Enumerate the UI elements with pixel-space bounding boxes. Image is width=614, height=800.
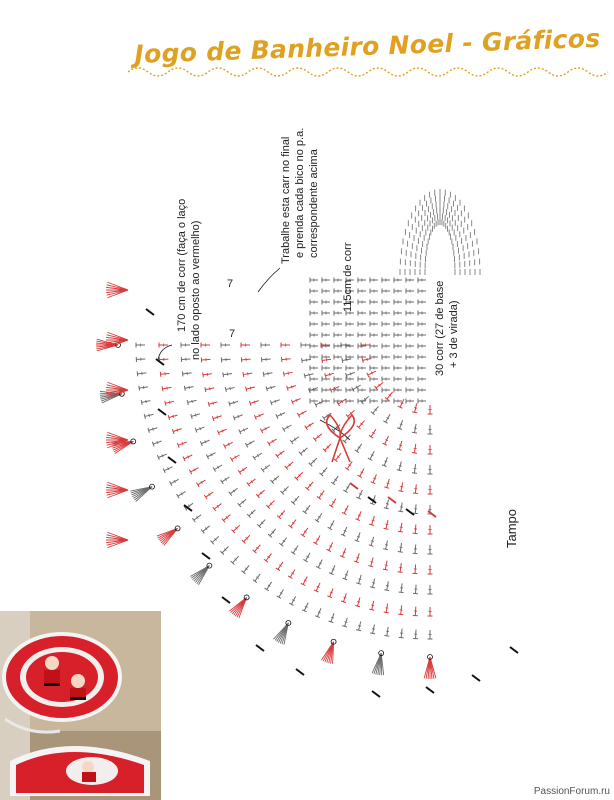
stitch (345, 574, 348, 575)
stitch (205, 440, 206, 443)
stitch (233, 401, 234, 404)
row-marker-red (388, 497, 396, 503)
row-marker (472, 675, 480, 681)
stitch (325, 373, 326, 378)
stitch (357, 601, 360, 602)
stitch (384, 461, 387, 462)
stitch (373, 478, 376, 479)
stitch (238, 470, 241, 474)
stitch (384, 508, 389, 509)
stitch (141, 400, 142, 405)
stitch (263, 372, 264, 377)
stitch (208, 402, 209, 407)
stitch (290, 440, 293, 444)
stitch (266, 386, 267, 391)
annotation-115cm: 115cm de corr (342, 242, 354, 312)
stitch (412, 453, 417, 454)
stitch (372, 520, 375, 521)
stitch (200, 427, 201, 430)
row-marker (296, 669, 304, 675)
stitch (246, 387, 247, 392)
stitch (222, 430, 223, 433)
stitch (343, 597, 346, 598)
stitch (383, 528, 388, 529)
stitch (372, 629, 375, 630)
stitch (356, 583, 361, 584)
stitch (355, 450, 359, 453)
stitch (302, 358, 303, 363)
bow-icon (327, 415, 355, 462)
row-marker (256, 645, 264, 651)
row-marker-red (350, 483, 358, 489)
stitch (412, 412, 417, 413)
row-marker (372, 691, 380, 697)
stitch (356, 557, 359, 558)
row-marker (406, 509, 414, 515)
stitch (384, 635, 389, 636)
stitch (414, 428, 417, 429)
stitch (139, 386, 140, 391)
stitch (223, 372, 224, 377)
stitch (385, 545, 388, 546)
stitch (229, 401, 230, 406)
stitch (203, 372, 204, 377)
stitch (387, 483, 390, 484)
annotation-trabalhe-line3: correspondente acima (308, 149, 320, 258)
stitch (370, 561, 373, 562)
chart-top-oval (400, 189, 480, 275)
stitch (384, 487, 389, 488)
stitch (385, 439, 388, 440)
stitch (162, 454, 163, 457)
stitch (238, 415, 239, 418)
stitch (250, 387, 251, 390)
stitch (192, 518, 195, 522)
stitch (322, 416, 325, 420)
stitch (331, 617, 334, 618)
stitch (149, 414, 150, 417)
stitch (287, 386, 288, 391)
annotation-30corr-line2: + 3 de virada) (448, 300, 460, 368)
annotation-170cm: 170 cm de corr (faça o laço (176, 198, 188, 332)
stitch (362, 358, 363, 363)
stitch (414, 408, 417, 409)
stitch (296, 399, 297, 402)
stitch (331, 482, 335, 485)
stitch (275, 400, 276, 403)
stitch (400, 424, 403, 425)
stitch (146, 400, 147, 403)
photo-illustration (0, 611, 161, 800)
stitch (367, 358, 368, 361)
stitch (370, 587, 375, 588)
stitch (162, 386, 163, 391)
stitch (243, 429, 244, 432)
stitch (184, 386, 185, 391)
stitch (309, 373, 310, 376)
stitch (347, 358, 348, 361)
chart-marks (146, 309, 518, 697)
stitch (343, 552, 346, 553)
stitch (315, 519, 319, 522)
stitch (383, 549, 388, 550)
stitch (355, 605, 360, 606)
stitch (225, 387, 226, 392)
row-number-7a: 7 (227, 278, 234, 290)
row-marker (202, 553, 210, 559)
stitch (205, 387, 206, 392)
stitch (283, 372, 284, 377)
stitch (399, 466, 402, 467)
chart-base-grid (310, 278, 426, 404)
stitch (368, 566, 373, 567)
stitch (372, 583, 375, 584)
stitch (358, 515, 361, 516)
stitch (357, 536, 360, 537)
stitch (397, 449, 402, 450)
stitch (144, 414, 145, 419)
stitch (386, 504, 389, 505)
stitch (345, 468, 349, 471)
stitch (384, 590, 389, 591)
bow-icon (327, 415, 355, 462)
stitch (195, 414, 196, 417)
stitch (344, 530, 347, 531)
leader-line (258, 268, 280, 292)
stitch (243, 372, 244, 377)
stitch (412, 473, 417, 474)
annotation-30corr-line1: 30 corr (27 de base (434, 280, 446, 376)
annotation-tampo: Tampo (504, 508, 519, 548)
stitch (383, 569, 388, 570)
row-marker (168, 457, 176, 463)
stitch (265, 588, 269, 591)
annotation-170cm-note: no lado oposto ao vermelho) (190, 220, 202, 360)
stitch (398, 552, 403, 553)
stitch (157, 441, 158, 444)
row-marker (222, 597, 230, 603)
stitch (221, 480, 224, 484)
stitch (342, 358, 343, 363)
stitch (399, 592, 404, 593)
stitch (210, 387, 211, 390)
stitch (160, 372, 161, 377)
stitch (230, 387, 231, 390)
stitch (358, 579, 361, 580)
stitch (332, 569, 335, 570)
stitch (288, 372, 289, 375)
stitch (301, 534, 305, 537)
stitch (192, 400, 193, 403)
stitch (254, 401, 255, 404)
stitch (291, 386, 292, 389)
stitch (371, 605, 374, 606)
stitch (384, 612, 389, 613)
stitch (259, 414, 260, 417)
stitch (342, 626, 347, 627)
stitch (369, 545, 374, 546)
stitch (397, 470, 402, 471)
stitch (358, 625, 361, 626)
stitch (398, 511, 403, 512)
stitch (398, 531, 403, 532)
stitch (177, 429, 178, 432)
stitch (385, 565, 388, 566)
stitch (304, 373, 305, 378)
stitch (291, 552, 295, 555)
leader-line (158, 345, 172, 360)
stitch (356, 630, 361, 631)
row-marker (426, 687, 434, 693)
stitch (334, 387, 335, 390)
stitch (153, 428, 154, 431)
stitch (189, 386, 190, 389)
stitch (370, 633, 375, 634)
stitch (173, 415, 174, 418)
stitch (412, 432, 417, 433)
watermark: PassionForum.ru (533, 786, 610, 797)
stitch (330, 592, 333, 593)
stitch (213, 402, 214, 405)
stitch (204, 495, 207, 499)
stitch (317, 496, 321, 499)
stitch (276, 454, 279, 458)
stitch (400, 507, 403, 508)
stitch (191, 414, 192, 419)
row-marker (146, 309, 154, 315)
annotation-trabalhe-line1: Trabalhe esta carr no final (280, 136, 292, 264)
stitch (371, 541, 374, 542)
stitch (182, 371, 183, 376)
stitch (305, 426, 308, 430)
stitch (398, 491, 403, 492)
annotation-trabalhe-line2: e prenda cada bico no p.a. (294, 127, 306, 258)
stitch (369, 609, 374, 610)
stitch (369, 435, 373, 438)
stitch (229, 492, 232, 496)
stitch (268, 372, 269, 375)
stitch (398, 614, 403, 615)
stitch (385, 524, 388, 525)
stitch (386, 586, 389, 587)
stitch (168, 415, 169, 420)
stitch (276, 568, 280, 571)
row-marker (158, 409, 166, 415)
stitch (253, 580, 257, 583)
stitch (329, 373, 330, 376)
stitch (165, 401, 166, 406)
stitch (253, 456, 256, 460)
stitch (345, 622, 348, 623)
page-title: Jogo de Banheiro Noel - Gráficos (134, 23, 601, 69)
row-number-7b: 7 (229, 328, 236, 340)
stitch (399, 445, 402, 446)
stitch (271, 386, 272, 389)
stitch (169, 401, 170, 404)
stitch (350, 372, 351, 375)
stitch (279, 543, 283, 546)
stitch (398, 572, 403, 573)
row-marker (510, 647, 518, 653)
stitch (217, 416, 218, 419)
stitch (400, 486, 403, 487)
stitch (187, 400, 188, 405)
stitch (148, 428, 149, 433)
chart-rows (136, 343, 433, 640)
bathroom-set-photo (0, 611, 161, 800)
stitch (182, 442, 183, 445)
stitch (318, 612, 321, 613)
